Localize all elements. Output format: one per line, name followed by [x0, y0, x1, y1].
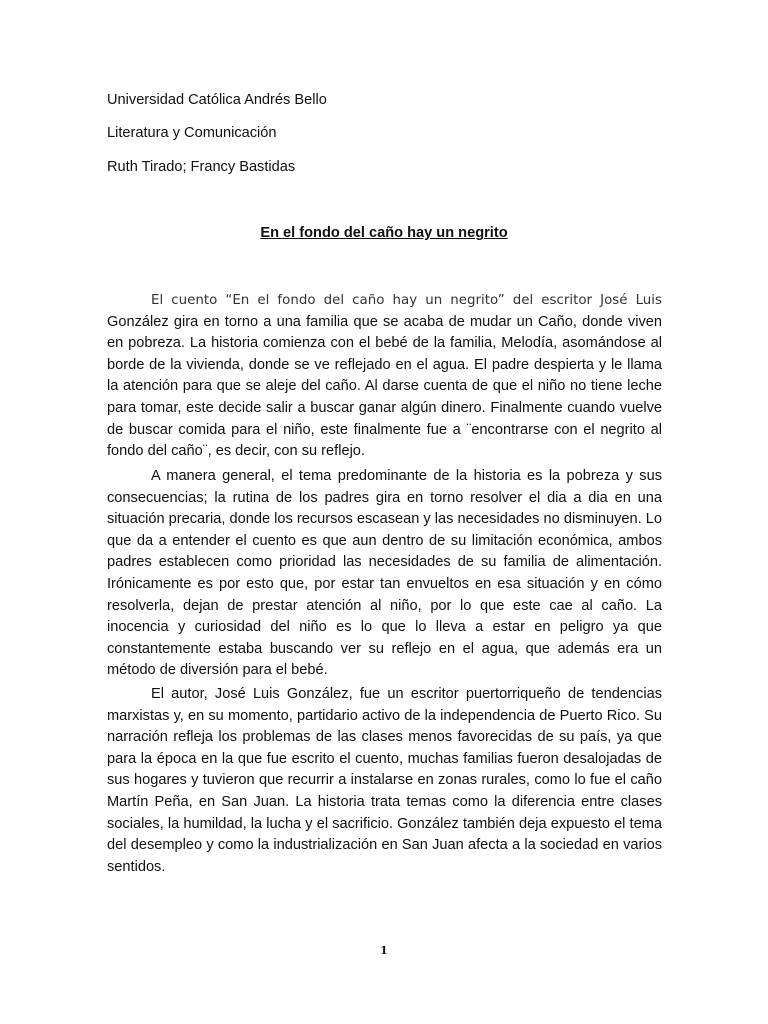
document-title: En el fondo del caño hay un negrito	[260, 225, 508, 241]
university-name: Universidad Católica Andrés Bello	[107, 92, 327, 108]
paragraph-1	[107, 290, 662, 463]
course-name: Literatura y Comunicación	[107, 125, 277, 141]
paragraph-1-lead: El cuento “En el fondo del caño hay un negrito” del escritor José Luis	[151, 293, 662, 308]
paragraph-2: A manera general, el tema predominante de la historia es la pobreza y sus consecuencias; la rutina de los padres gira en torno resolver el dia a dia en una situación precaria, donde los recursos escasean y las necesidades no disminuyen. Lo que da a entender el cuento es que aun dentro de su limitación económica, ambos padres establecen como prioridad las necesidades de su familia de alimentación. Irónicamente es por esto que, por estar tan envueltos en esa situación y en cómo resolverla, dejan de prestar atención al niño, por lo que este cae al caño. La inocencia y curiosidad del niño es lo que lo lleva a estar en peligro ya que constantemente estaba buscando ver su reflejo en el agua, que además era un método de diversión para el bebé.	[107, 468, 662, 679]
page-number: 1	[380, 944, 388, 957]
paragraph-1-rest: González gira en torno a una familia que se acaba de mudar un Caño, donde viven en pobreza. La historia comienza con el bebé de la familia, Melodía, asomándose al borde de la vivienda, donde se ve reflejado en el agua. El padre despierta y le llama la atención para que se aleje del caño. Al darse cuenta de que el niño no tiene leche para tomar, este decide salir a buscar ganar algún dinero. Finalmente cuando vuelve de buscar comida para el niño, este finalmente fue a ¨encontrarse con el negrito al fondo del caño¨, es decir, con su reflejo.	[107, 313, 662, 460]
author-names: Ruth Tirado; Francy Bastidas	[107, 159, 296, 175]
paragraph-3: El autor, José Luis González, fue un escritor puertorriqueño de tendencias marxistas y, en su momento, partidario activo de la independencia de Puerto Rico. Su narración refleja los problemas de las clases menos favorecidas de su país, ya que para la época en la que fue escrito el cuento, muchas familias fueron desalojadas de sus hogares y tuvieron que recurrir a instalarse en zonas rurales, como lo fue el caño Martín Peña, en San Juan. La historia trata temas como la diferencia entre clases sociales, la humildad, la lucha y el sacrificio. González también deja expuesto el tema del desempleo y como la industrialización en San Juan afecta a la sociedad en varios sentidos.	[107, 686, 662, 875]
